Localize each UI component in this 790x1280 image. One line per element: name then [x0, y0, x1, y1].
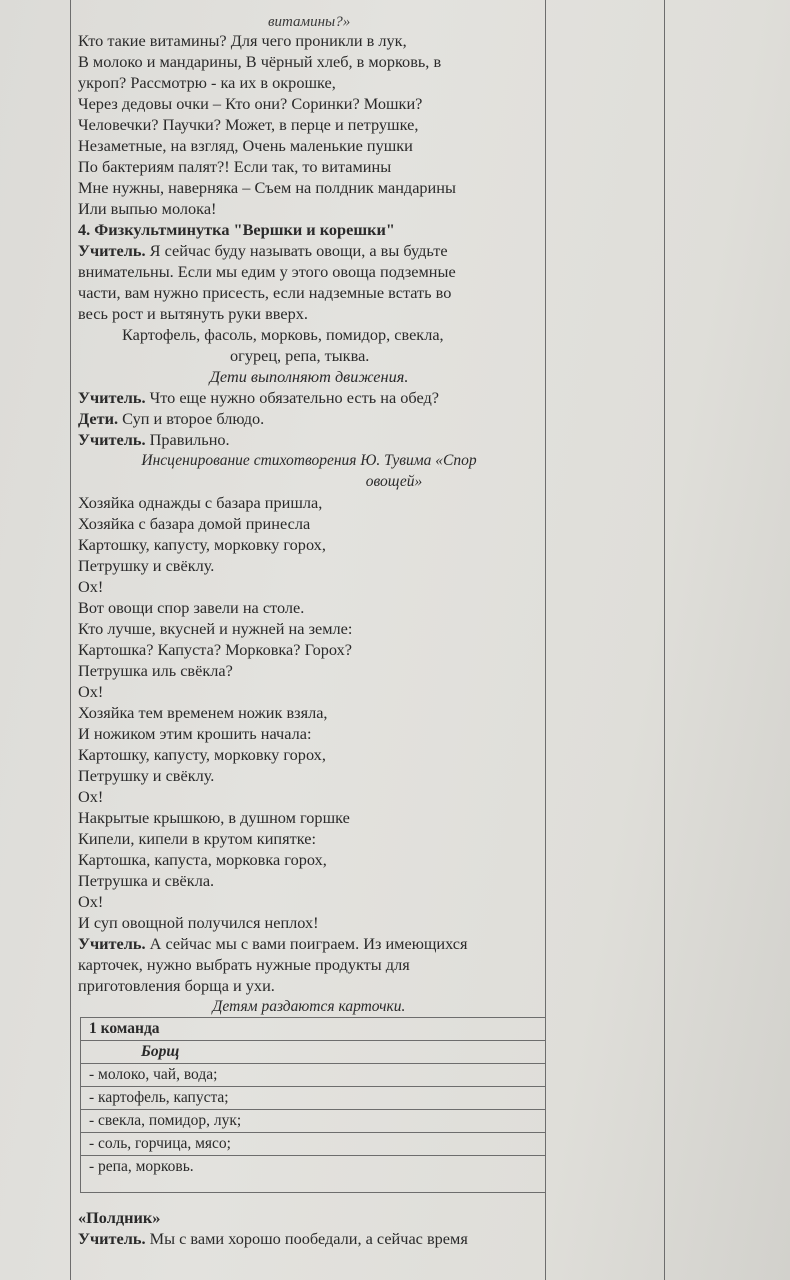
poem-line: Незаметные, на взгляд, Очень маленькие пушки: [78, 136, 413, 155]
speaker-teacher: Учитель.: [78, 934, 146, 953]
tuwim-poem-line: Вот овощи спор завели на столе.: [78, 598, 305, 617]
teacher-instruction-line-4: весь рост и вытянуть руки вверх.: [78, 304, 308, 323]
tuwim-poem: [78, 492, 540, 933]
question-text: Что еще нужно обязательно есть на обед?: [145, 388, 439, 407]
speaker-children: Дети.: [78, 409, 119, 428]
staging-title-line-2: овощей»: [365, 473, 423, 490]
table-row: [81, 1041, 546, 1064]
table-row: [81, 1087, 546, 1110]
game-line-1: А сейчас мы с вами поиграем. Из имеющихся: [145, 934, 468, 953]
veg-list-line-2: огурец, репа, тыква.: [230, 346, 370, 365]
speaker-teacher: Учитель.: [78, 241, 146, 260]
tuwim-poem-line: И ножиком этим крошить начала:: [78, 724, 312, 743]
table-row: [81, 1133, 546, 1156]
speaker-teacher: Учитель.: [78, 388, 146, 407]
teacher-instruction: [78, 240, 540, 324]
game-instruction: [78, 933, 540, 996]
snack-title: «Полдник»: [78, 1208, 161, 1227]
ingredient-cell: - репа, морковь.: [81, 1156, 546, 1193]
tuwim-poem-line: Хозяйка тем временем ножик взяла,: [78, 703, 328, 722]
poem-line: Или выпью молока!: [78, 199, 217, 218]
table-row: [81, 1018, 546, 1041]
table-row: [81, 1156, 546, 1193]
staging-title-line-1: Инсценирование стихотворения Ю. Тувима «Спор: [141, 452, 477, 469]
game-line-3: приготовления борща и ухи.: [78, 976, 275, 995]
tuwim-poem-line: Картошку, капусту, морковку горох,: [78, 535, 326, 554]
teacher-instruction-line-2: внимательны. Если мы едим у этого овоща подземные: [78, 262, 456, 281]
teacher-question: [78, 387, 540, 408]
snack-text: Мы с вами хорошо пообедали, а сейчас время: [145, 1229, 468, 1248]
ingredient-cell: - соль, горчица, мясо;: [81, 1133, 546, 1156]
teacher-confirm: [78, 429, 540, 450]
vitamins-poem: [78, 30, 540, 219]
cut-off-heading: витамины?»: [268, 14, 351, 30]
teacher-instruction-line-3: части, вам нужно присесть, если надземные встать во: [78, 283, 452, 302]
poem-line: По бактериям палят?! Если так, то витамины: [78, 157, 392, 176]
tuwim-poem-line: Ох!: [78, 892, 104, 911]
game-line-2: карточек, нужно выбрать нужные продукты для: [78, 955, 410, 974]
children-answer: [78, 408, 540, 429]
table-row: [81, 1110, 546, 1133]
speaker-teacher: Учитель.: [78, 1229, 146, 1248]
lesson-content-column: [78, 0, 540, 1249]
tuwim-poem-line: Ох!: [78, 787, 104, 806]
children-do-movements: Дети выполняют движения.: [209, 367, 409, 386]
tuwim-poem-line: Петрушка и свёкла.: [78, 871, 215, 890]
poem-line: Мне нужны, наверняка – Съем на полдник мандарины: [78, 178, 456, 197]
tuwim-poem-line: Петрушка иль свёкла?: [78, 661, 233, 680]
table-border-right: [664, 0, 665, 1280]
tuwim-poem-line: Картошку, капусту, морковку горох,: [78, 745, 326, 764]
speaker-teacher: Учитель.: [78, 430, 146, 449]
tuwim-poem-line: Кто лучше, вкусней и нужней на земле:: [78, 619, 353, 638]
table-border-left: [70, 0, 71, 1280]
tuwim-poem-line: Картошка, капуста, морковка горох,: [78, 850, 327, 869]
teacher-instruction-line-1: Я сейчас буду называть овощи, а вы будьте: [145, 241, 448, 260]
answer-text: Суп и второе блюдо.: [118, 409, 265, 428]
poem-line: укроп? Рассмотрю - ка их в окрошке,: [78, 73, 336, 92]
poem-line: Человечки? Паучки? Может, в перце и петрушке,: [78, 115, 419, 134]
ingredient-cell: - молоко, чай, вода;: [81, 1064, 546, 1087]
poem-line: Через дедовы очки – Кто они? Соринки? Мошки?: [78, 94, 423, 113]
tuwim-poem-line: Петрушку и свёклу.: [78, 766, 215, 785]
tuwim-poem-line: Ох!: [78, 682, 104, 701]
tuwim-poem-line: Ох!: [78, 577, 104, 596]
confirm-text: Правильно.: [145, 430, 230, 449]
tuwim-poem-line: Картошка? Капуста? Морковка? Горох?: [78, 640, 352, 659]
snack-line: [78, 1228, 540, 1249]
tuwim-poem-line: Хозяйка однажды с базара пришла,: [78, 493, 323, 512]
cards-note: Детям раздаются карточки.: [212, 998, 406, 1015]
tuwim-poem-line: Петрушку и свёклу.: [78, 556, 215, 575]
tuwim-poem-line: Накрытые крышкою, в душном горшке: [78, 808, 350, 827]
cards-table: [80, 1017, 546, 1193]
dish-cell: Борщ: [81, 1041, 546, 1064]
team-cell: 1 команда: [81, 1018, 546, 1041]
tuwim-poem-line: И суп овощной получился неплох!: [78, 913, 319, 932]
table-row: [81, 1064, 546, 1087]
tuwim-poem-line: Кипели, кипели в крутом кипятке:: [78, 829, 316, 848]
poem-line: Кто такие витамины? Для чего проникли в лук,: [78, 31, 407, 50]
tuwim-poem-line: Хозяйка с базара домой принесла: [78, 514, 311, 533]
ingredient-cell: - свекла, помидор, лук;: [81, 1110, 546, 1133]
section-4-title: 4. Физкультминутка "Вершки и корешки": [78, 220, 395, 239]
ingredient-cell: - картофель, капуста;: [81, 1087, 546, 1110]
poem-line: В молоко и мандарины, В чёрный хлеб, в морковь, в: [78, 52, 442, 71]
veg-list-line-1: Картофель, фасоль, морковь, помидор, свекла,: [122, 325, 444, 344]
